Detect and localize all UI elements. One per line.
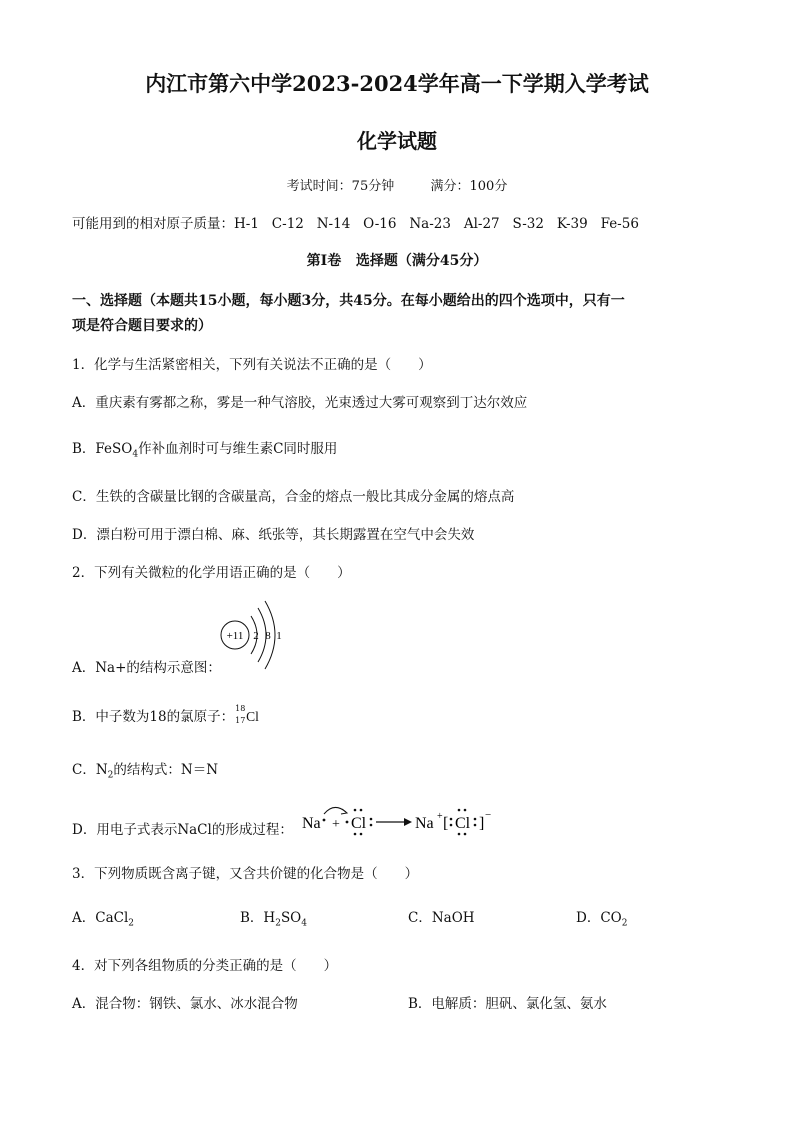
exam-title: 内江市第六中学2023-2024学年高一下学期入学考试 [145,71,649,96]
shell-2-count: 8 [265,630,271,642]
q3-option-d-sub: 2 [621,918,628,929]
product-na-charge: + [437,811,443,822]
product-cl-dot [450,818,453,821]
product-cl-dot [474,824,477,827]
q3-option-a [72,906,134,929]
product-cl-dot [458,833,461,836]
bracket-right: ] [479,815,485,832]
q3-option-b [240,906,307,929]
nucleus-charge: +11 [226,630,244,642]
cl-dot [354,833,357,836]
shell-1-count: 2 [253,630,259,642]
cl-atom: Cl [351,815,367,832]
cl-dot [360,833,363,836]
q1-option-b-suffix: 作补血剂时可与维生素C同时服用 [138,441,338,457]
exam-subtitle: 化学试题 [357,129,437,153]
nacl-formation-diagram [296,800,506,840]
reaction-arrowhead [404,818,412,826]
q3-option-b-text: B．H [240,910,276,926]
q3-option-c: C．NaOH [408,910,475,926]
product-cl-dot [450,824,453,827]
product-cl-dot [474,818,477,821]
q1-option-d: D．漂白粉可用于漂白棉、麻、纸张等，其长期露置在空气中会失效 [72,527,475,543]
na-structure-diagram [215,596,295,670]
q1-option-b [72,437,337,460]
q3-option-b-mid: SO [280,910,302,926]
plus-sign: + [332,817,340,832]
q2-option-c-sub: 2 [107,770,114,781]
q3-option-b-sub2: 4 [301,918,307,929]
q3-option-a-text: A．CaCl [72,910,129,926]
q2-option-c-label: C．N [72,762,108,778]
q1-option-b-prefix: B．FeSO [72,441,133,457]
q4-option-b: B．电解质：胆矾、氯化氢、氨水 [408,996,607,1012]
exam-time: 考试时间：75分钟 [286,179,395,194]
shell-3-count: 1 [276,630,282,642]
cl-dot [354,809,357,812]
section-instruction-line2: 项是符合题目要求的） [72,318,212,334]
q3-stem: 3．下列物质既含离子键，又含共价键的化合物是（ ） [72,866,419,882]
cl-dot [370,818,373,821]
q2-option-a-label: A．Na+的结构示意图： [72,660,221,676]
q3-option-d-text: D．CO [576,910,622,926]
atomic-number: 17 [235,715,246,725]
product-cl-dot [464,809,467,812]
product-cl-charge: − [485,809,492,821]
cl-dot-left [346,821,349,824]
na-atom: Na [302,815,321,832]
q1-option-a: A．重庆素有雾都之称，雾是一种气溶胶，光束透过大雾可观察到丁达尔效应 [72,395,528,411]
q1-option-c: C．生铁的含碳量比钢的含碳量高，合金的熔点一般比其成分金属的熔点高 [72,489,515,505]
mass-number: 18 [235,703,246,713]
atomic-masses: 可能用到的相对原子质量：H-1 C-12 N-14 O-16 Na-23 Al-27 S-32 K-39 Fe-56 [72,216,639,232]
q2-option-c-suffix: 的结构式：N＝N [113,762,219,778]
q1-option-b-sub: 4 [132,449,139,460]
q2-option-c [72,758,218,781]
q1-stem: 1．化学与生活紧密相关，下列有关说法不正确的是（ ） [72,357,432,373]
electron-transfer-arrow [324,807,346,814]
cl-dot [360,809,363,812]
q3-option-a-sub: 2 [128,918,135,929]
exam-info [0,175,794,194]
chlorine-symbol: Cl [246,709,259,724]
cl-dot [370,824,373,827]
q2-stem: 2．下列有关微粒的化学用语正确的是（ ） [72,565,351,581]
q3-option-d [576,906,627,929]
q4-option-a: A．混合物：钢铁、氯水、冰水混合物 [72,996,298,1012]
section-title: 第Ⅰ卷 选择题（满分45分） [306,253,488,269]
na-electron-dot [323,819,326,822]
q2-option-b [72,705,259,726]
product-cl: Cl [455,815,471,832]
product-na: Na [415,815,434,832]
product-cl-dot [458,809,461,812]
section-instruction-line1: 一、选择题（本题共15小题，每小题3分，共45分。在每小题给出的四个选项中，只有一 [72,293,625,309]
product-cl-dot [464,833,467,836]
q3-option-b-sub1: 2 [275,918,281,929]
q4-stem: 4．对下列各组物质的分类正确的是（ ） [72,958,338,974]
q2-option-b-label: B．中子数为18的氯原子： [72,709,235,725]
full-score: 满分：100分 [430,179,508,194]
q2-option-d-label: D．用电子式表示NaCl的形成过程： [72,822,293,838]
bracket-left: [ [443,815,449,832]
